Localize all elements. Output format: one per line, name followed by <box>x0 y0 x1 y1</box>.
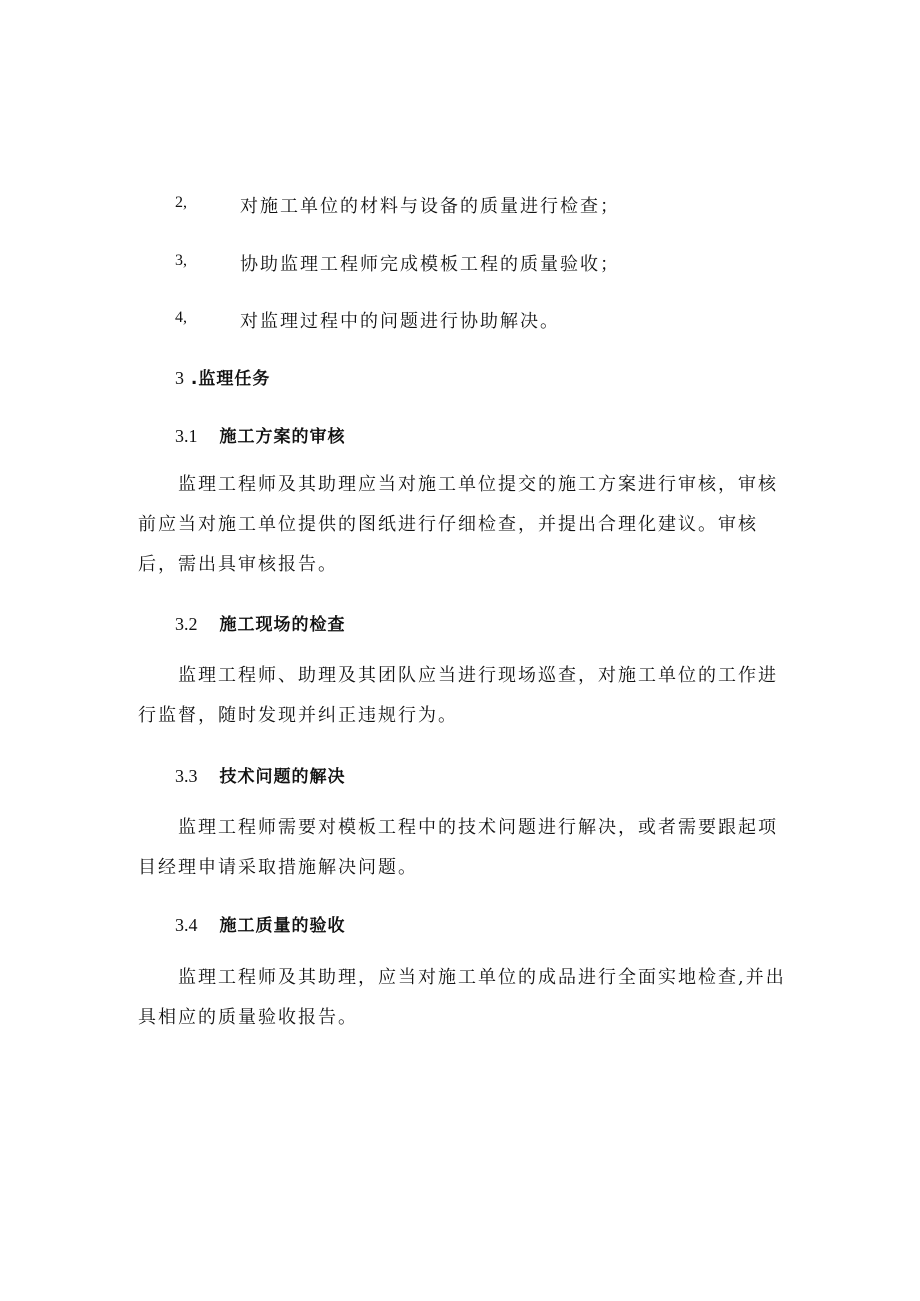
subsection-title: 施工方案的审核 <box>219 427 346 447</box>
subsection-title: 技术问题的解决 <box>219 767 346 787</box>
paragraph-line: 前应当对施工单位提供的图纸进行仔细检查，并提出合理化建议。审核 <box>138 514 758 535</box>
paragraph-line: 监理工程师需要对模板工程中的技术问题进行解决，或者需要跟起项 <box>178 817 778 838</box>
list-item-number: 4, <box>175 309 187 326</box>
subsection-heading <box>175 422 346 447</box>
section-title: .监理任务 <box>184 369 271 389</box>
paragraph-line: 监理工程师、助理及其团队应当进行现场巡查，对施工单位的工作进 <box>178 665 778 686</box>
list-item-number: 2, <box>175 194 187 211</box>
subsection-number: 3.3 <box>175 766 198 786</box>
paragraph-line: 后，需出具审核报告。 <box>138 554 338 575</box>
subsection-number: 3.4 <box>175 915 198 935</box>
list-item-text: 协助监理工程师完成模板工程的质量验收； <box>240 254 620 275</box>
paragraph-line: 具相应的质量验收报告。 <box>138 1007 358 1028</box>
paragraph-line: 监理工程师及其助理，应当对施工单位的成品进行全面实地检查,并出 <box>178 967 786 988</box>
subsection-number: 3.1 <box>175 426 198 446</box>
subsection-number: 3.2 <box>175 614 198 634</box>
list-item-text: 对监理过程中的问题进行协助解决。 <box>240 311 560 332</box>
subsection-heading <box>175 610 346 635</box>
list-item-number: 3, <box>175 252 187 269</box>
list-item-text: 对施工单位的材料与设备的质量进行检查； <box>240 196 620 217</box>
paragraph-line: 行监督，随时发现并纠正违规行为。 <box>138 705 458 726</box>
paragraph-line: 目经理申请采取措施解决问题。 <box>138 857 418 878</box>
section-heading <box>175 364 270 389</box>
paragraph-line: 监理工程师及其助理应当对施工单位提交的施工方案进行审核，审核 <box>178 474 778 495</box>
subsection-title: 施工质量的验收 <box>219 916 346 936</box>
subsection-heading <box>175 911 346 936</box>
section-number: 3 <box>175 368 184 388</box>
subsection-heading <box>175 762 346 787</box>
subsection-title: 施工现场的检查 <box>219 615 346 635</box>
